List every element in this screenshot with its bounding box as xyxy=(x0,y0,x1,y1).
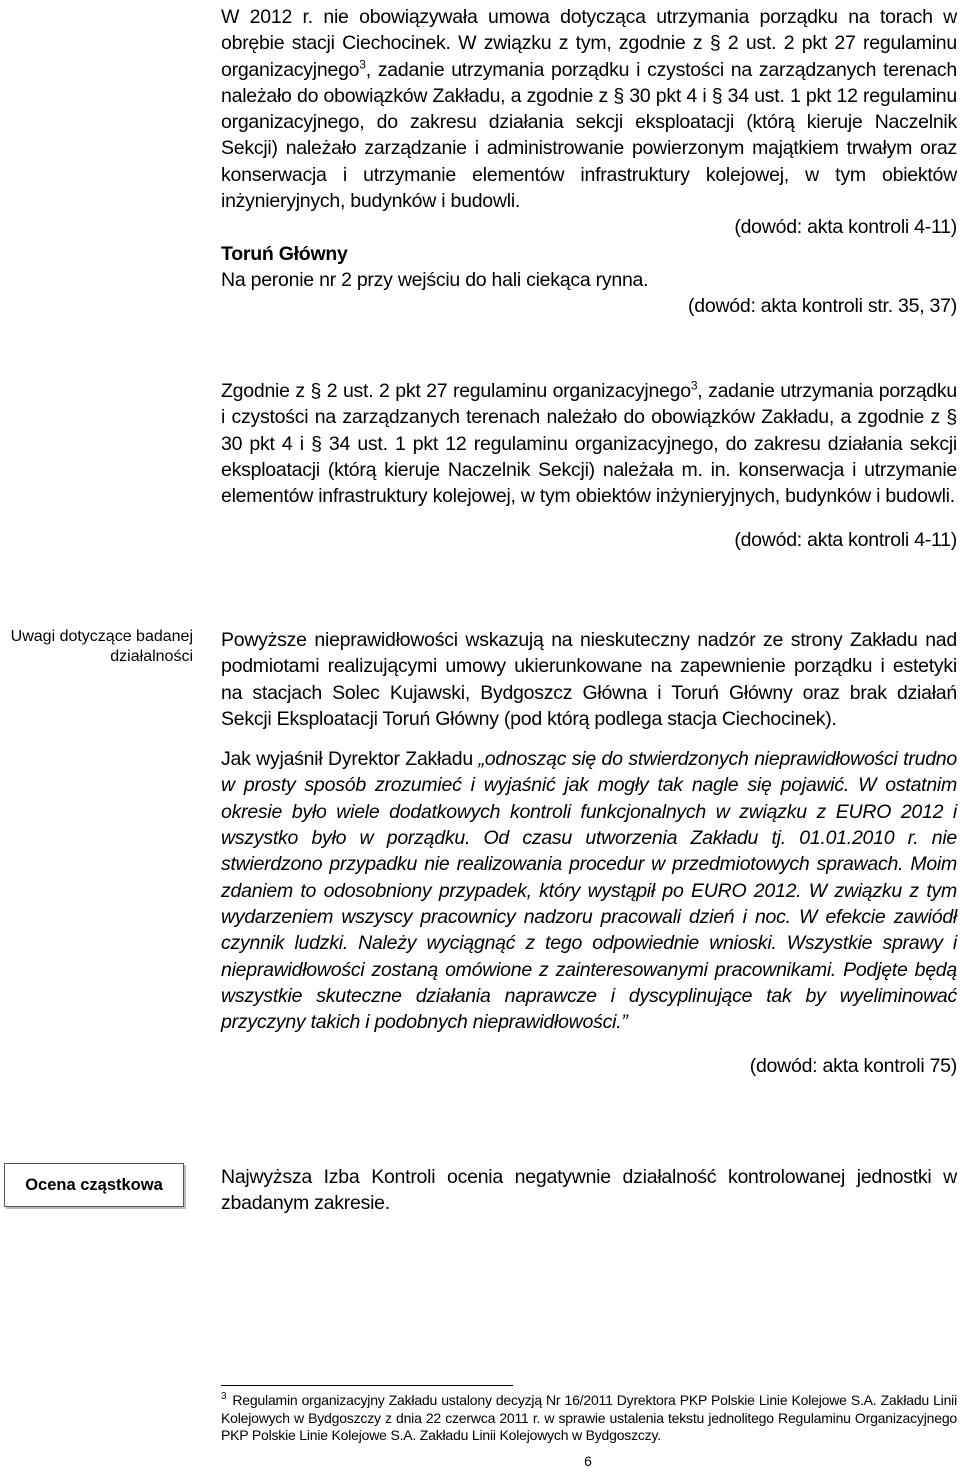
page-number: 6 xyxy=(584,1453,592,1469)
remarks-label: Uwagi dotyczące badanej działalności xyxy=(10,628,193,665)
section-remarks xyxy=(221,627,957,1080)
section-assessment xyxy=(221,1164,957,1217)
director-quote: „odnosząc się do stwierdzonych nieprawidłowości trudno w prosty sposób zrozumieć i wyjaśnić jak mogły tak nagle się pojawić. W ostatnim okresie było wiele dodatkowych kontroli funkcjonalnych w związku z EURO 2012 i wszystko było w porządku. Od czasu utworzenia Zakładu tj. 01.01.2010 r. nie stwierdzono przypadku nie realizowania procedur w przedmiotowych sprawach. Moim zdaniem to odosobniony przypadek, który wystąpił po EURO 2012. W związku z tym wydarzeniem wszyscy pracownicy nadzoru pracowali dzień i noc. W efekcie zawiódł czynnik ludzki. Należy wyciągnąć z tego odpowiednie wnioski. Wszystkie sprawy i nieprawidłowości zostaną omówione z zainteresowanymi pracownikami. Podjęte będą wszystkie skuteczne działania naprawcze i dyscyplinujące tak by wyeliminować przyczyny takich i podobnych nieprawidłowości.” xyxy=(221,748,957,1034)
paragraph-remarks: Powyższe nieprawidłowości wskazują na nieskuteczny nadzór ze strony Zakładu nad podmiotami realizującymi umowy ukierunkowane na zapewnienie porządku i estetyki na stacjach Solec Kujawski, Bydgoszcz Główna i Toruń Główny oraz brak działań Sekcji Eksploatacji Toruń Główny (pod którą podlega stacja Ciechocinek). xyxy=(221,629,957,730)
evidence-reference: (dowód: akta kontroli str. 35, 37) xyxy=(688,295,957,318)
section-legal-basis xyxy=(221,378,957,554)
footnote-separator xyxy=(221,1385,513,1386)
section-ciechocinek xyxy=(221,4,957,320)
footnote xyxy=(221,1392,957,1445)
paragraph-ciechocinek: W 2012 r. nie obowiązywała umowa dotycząca utrzymania porządku na torach w obrębie stacji Ciechocinek. W związku z tym, zgodnie z § 2 ust. 2 pkt 27 regulaminu organizacyjnego$^3$, zadanie utrzymania porządku i czystości na zarządzanych terenach należało do obowiązków Zakładu, a zgodnie z § 30 pkt 4 i § 34 ust. 1 pkt 12 regulaminu organizacyjnego, do zakresu działania sekcji eksploatacji (którą kieruje Naczelnik Sekcji) należało zarządzanie i administrowanie powierzonym majątkiem trwałym oraz konserwacja i utrzymanie elementów infrastruktury kolejowej, w tym obiektów inżynieryjnych, budynków i budowli. xyxy=(221,6,957,213)
evidence-reference: (dowód: akta kontroli 4-11) xyxy=(734,216,957,239)
paragraph-director-explanation: Jak wyjaśnił Dyrektor Zakładu „odnosząc się do stwierdzonych nieprawidłowości trudno w prosty sposób zrozumieć i wyjaśnić jak mogły tak nagle się pojawić. W ostatnim okresie było wiele dodatkowych kontroli funkcjonalnych w związku z EURO 2012 i wszystko było w porządku. Od czasu utworzenia Zakładu tj. 01.01.2010 r. nie stwierdzono przypadku nie realizowania procedur w przedmiotowych sprawach. Moim zdaniem to odosobniony przypadek, który wystąpił po EURO 2012. W związku z tym wydarzeniem wszyscy pracownicy nadzoru pracowali dzień i noc. W efekcie zawiódł czynnik ludzki. Należy wyciągnąć z tego odpowiednie wnioski. Wszystkie sprawy i nieprawidłowości zostaną omówione z zainteresowanymi pracownikami. Podjęte będą wszystkie skuteczne działania naprawcze i dyscyplinujące tak by wyeliminować przyczyny takich i podobnych nieprawidłowości.” xyxy=(221,748,957,1034)
evidence-reference: (dowód: akta kontroli 4-11) xyxy=(734,529,957,552)
section-heading-torun: Toruń Główny xyxy=(221,242,348,265)
paragraph-legal-basis: Zgodnie z § 2 ust. 2 pkt 27 regulaminu organizacyjnego$^3$, zadanie utrzymania porządku i czystości na zarządzanych terenach należało do obowiązków Zakładu, a zgodnie z § 30 pkt 4 i § 34 ust. 1 pkt 12 regulaminu organizacyjnego, do zakresu działania sekcji eksploatacji (którą kieruje Naczelnik Sekcji) należała m. in. konserwacja i utrzymanie elementów infrastruktury kolejowej, w tym obiektów inżynieryjnych, budynków i budowli. xyxy=(221,378,957,508)
assessment-label: Ocena cząstkowa xyxy=(4,1163,184,1207)
footnote-reference[interactable]: 3 xyxy=(690,378,698,393)
evidence-reference: (dowód: akta kontroli 75) xyxy=(749,1055,957,1078)
paragraph-torun: Na peronie nr 2 przy wejściu do hali ciekąca rynna. xyxy=(221,268,649,291)
footnote-text: Regulamin organizacyjny Zakładu ustalony decyzją Nr 16/2011 Dyrektora PKP Polskie Linie Kolejowe S.A. Zakładu Linii Kolejowych w Bydgoszczy z dnia 22 czerwca 2011 r. w sprawie ustalenia tekstu jednolitego Regulaminu Organizacyjnego PKP Polskie Linie Kolejowe S.A. Zakładu Linii Kolejowych w Bydgoszczy. xyxy=(221,1392,957,1443)
footnote-mark: 3 xyxy=(221,1391,227,1403)
footnote-reference[interactable]: 3 xyxy=(359,57,366,72)
paragraph-assessment: Najwyższa Izba Kontroli ocenia negatywnie działalność kontrolowanej jednostki w zbadanym zakresie. xyxy=(221,1166,957,1215)
